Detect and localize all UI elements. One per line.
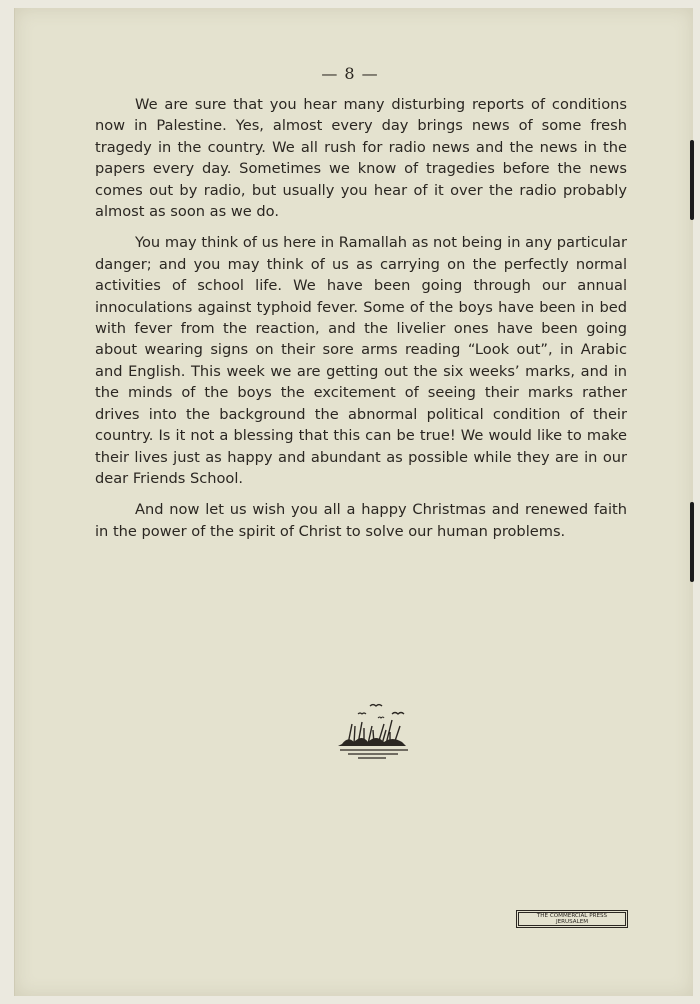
printer-name: THE COMMERCIAL PRESS	[536, 913, 608, 919]
binding-edge-mark	[690, 502, 694, 582]
page-number: — 8 —	[321, 64, 379, 83]
binding-edge-mark	[690, 140, 694, 220]
printer-city: JERUSALEM	[555, 919, 589, 925]
paragraph: And now let us wish you all a happy Christmas and renewed faith in the power of the spirit of Christ to solve our human problems.	[95, 501, 627, 540]
reeds-and-birds-icon	[328, 700, 418, 762]
paragraph: You may think of us here in Ramallah as not being in any particular danger; and you may think of us as carrying on the perfectly normal activities of school life. We have been going through our annual innoculations against typhoid fever. Some of the boys have been in bed with fever from the reaction, and the livelier ones have been going about wearing signs on their sore arms reading “Look out”, in Arabic and English. This week we are getting out the six weeks’ marks, and in the minds of the boys the excitement of seeing their marks rather drives into the background the abnormal political condition of their country. Is it not a blessing that this can be true! We would like to make their lives just as happy and abundant as possible while they are in our dear Friends School.	[95, 234, 627, 487]
letter-body	[95, 94, 627, 552]
printer-imprint	[516, 910, 628, 928]
paragraph: We are sure that you hear many disturbing reports of conditions now in Palestine. Yes, almost every day brings news of some fresh tragedy in the country. We all rush for radio news and the news in the papers every day. Sometimes we know of tragedies before the news comes out by radio, but usually you hear of it over the radio probably almost as soon as we do.	[95, 96, 627, 221]
